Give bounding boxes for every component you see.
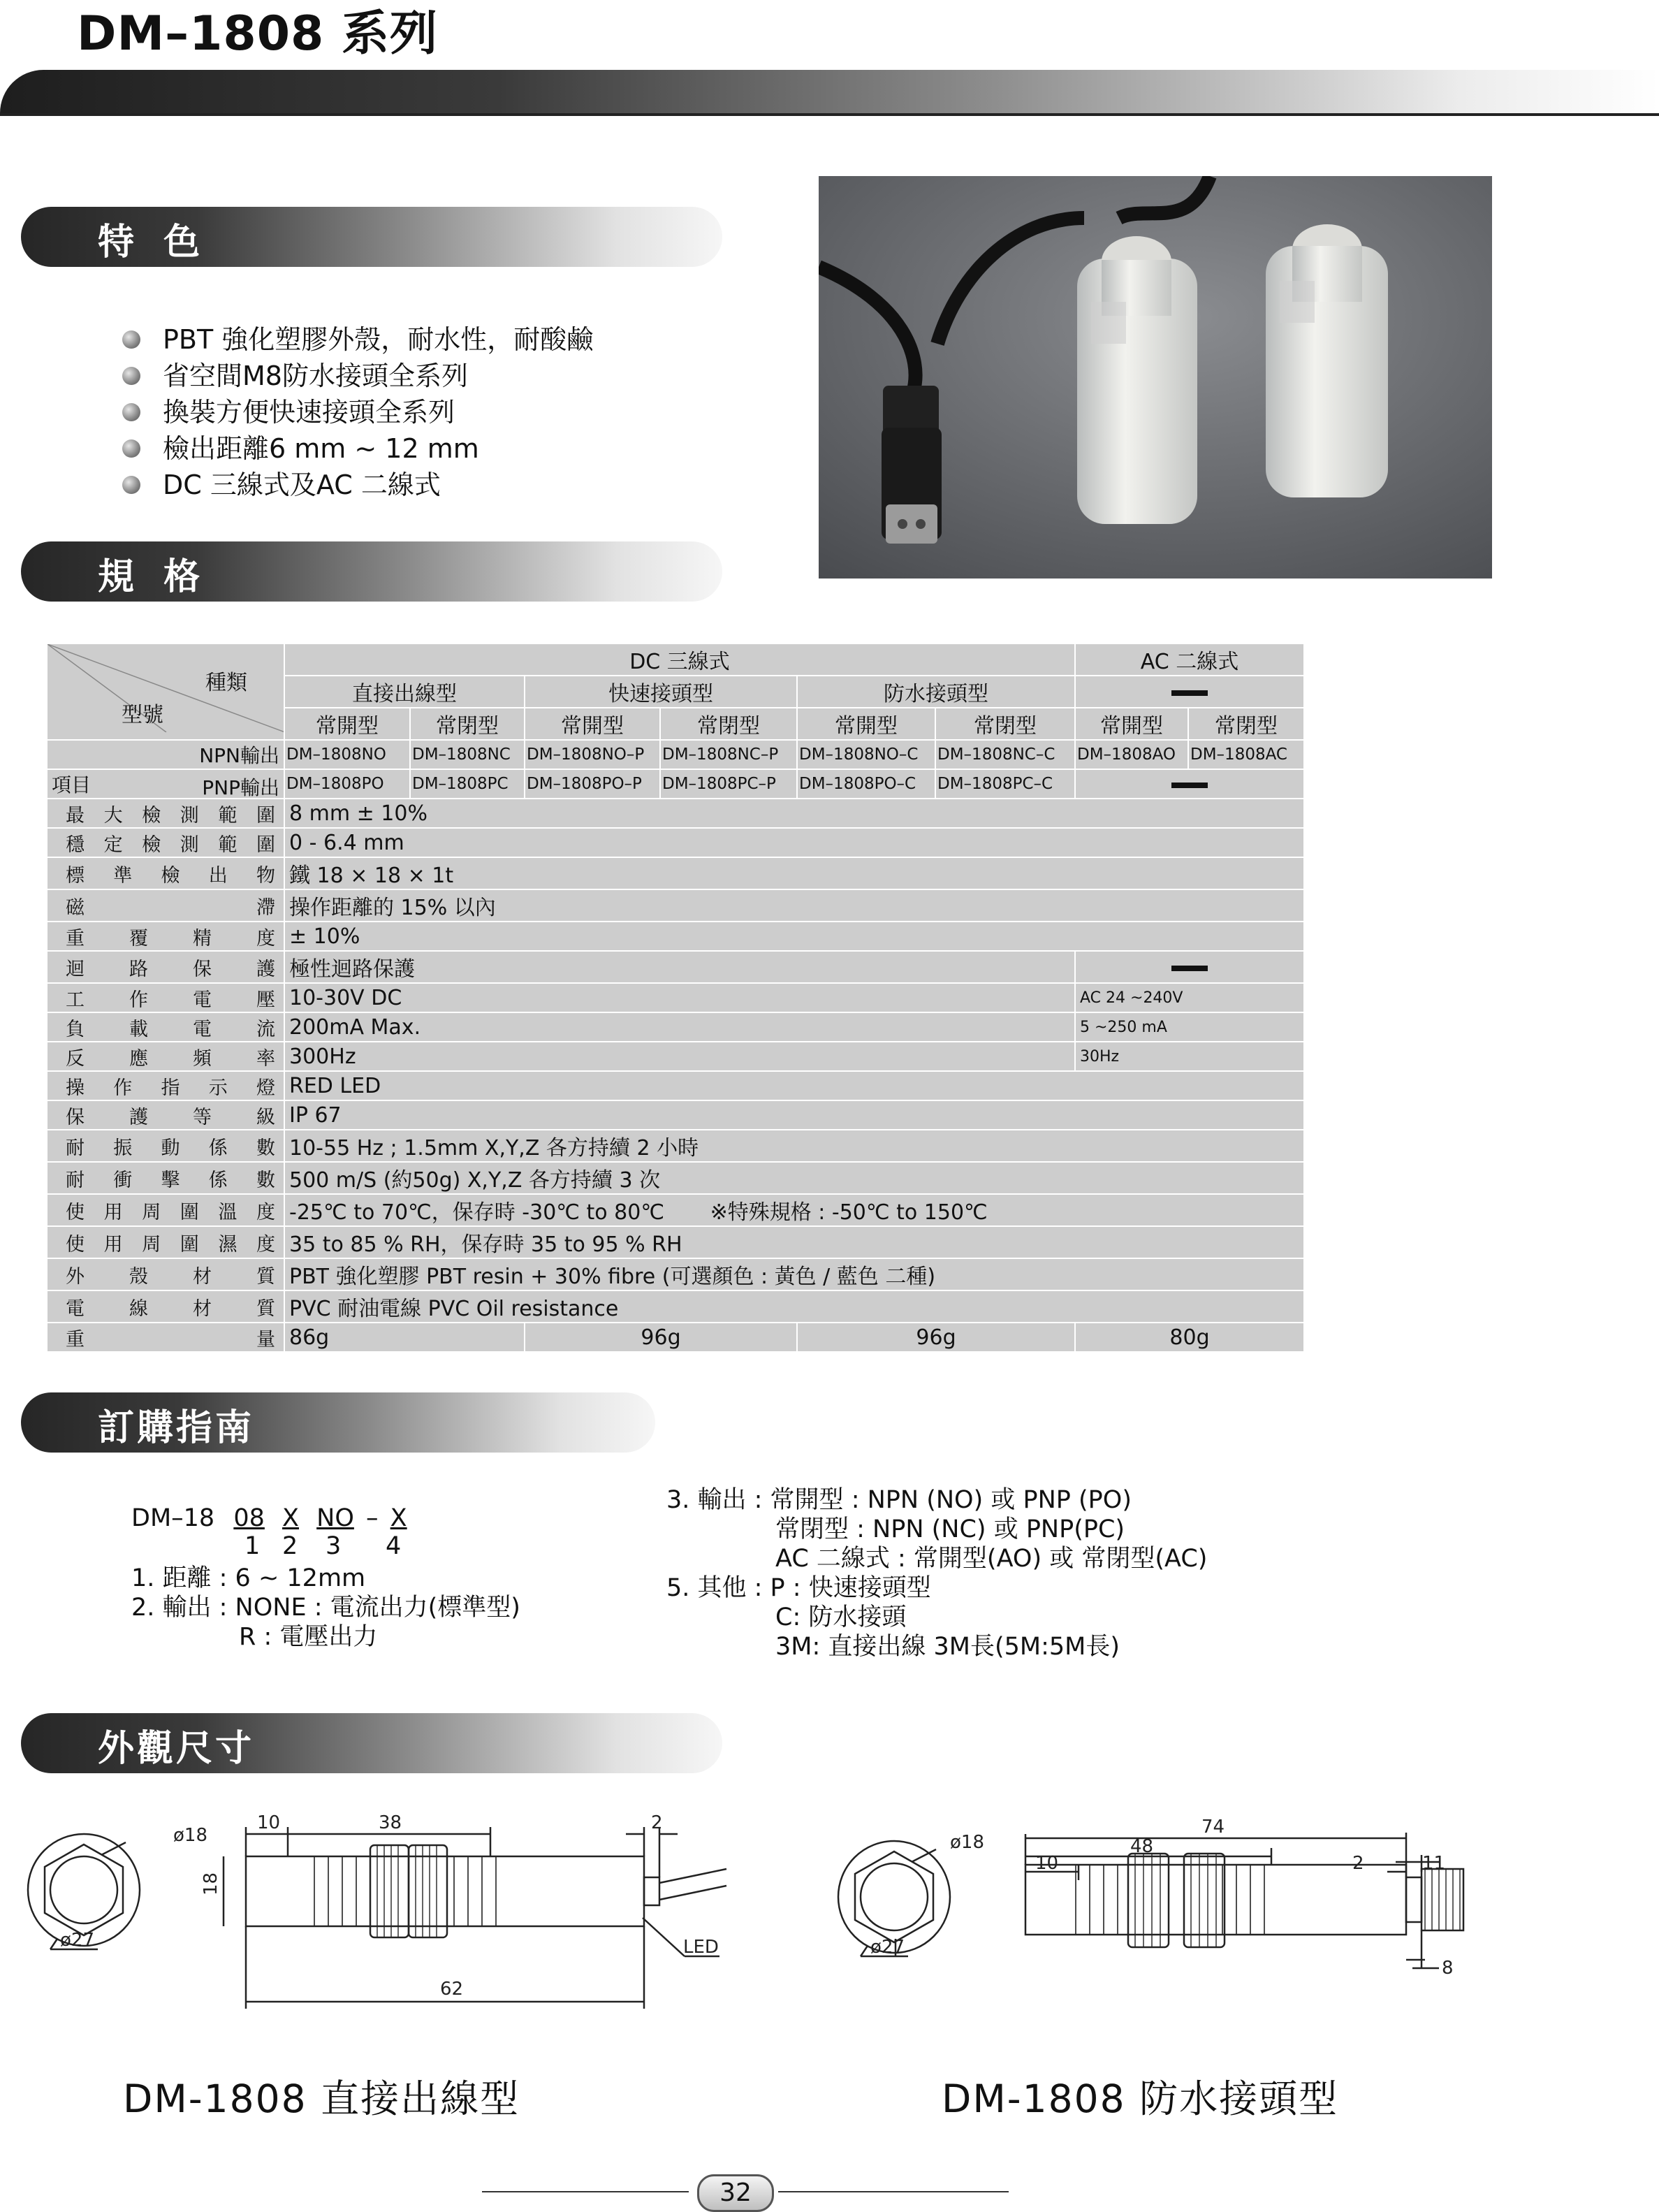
corner-model-label: 型號 [122, 703, 163, 727]
table-row [47, 1100, 1304, 1130]
section-header-dimensions [21, 1713, 722, 1773]
row-value: RED LED [284, 1071, 1304, 1100]
section-header-spec [21, 541, 722, 602]
feature-item [122, 467, 593, 503]
bullet-icon [122, 367, 140, 385]
type-cell: 常閉型 [660, 708, 797, 740]
code-part: X [282, 1504, 299, 1532]
feature-text: 換裝方便快速接頭全系列 [163, 397, 455, 428]
dim-18: 18 [200, 1872, 221, 1896]
section-title: 外觀尺寸 [98, 1728, 255, 1770]
dash-mark [1171, 690, 1208, 696]
table-row [47, 828, 1304, 857]
pnp-label: PNP輸出 [202, 776, 279, 799]
code-part: NO [316, 1504, 354, 1532]
bullet-icon [122, 439, 140, 458]
row-label: 負載電流 [47, 1012, 284, 1042]
code-part: 08 [233, 1504, 265, 1532]
row-value: 極性迴路保護 [284, 951, 1075, 983]
dim-10: 10 [257, 1812, 281, 1833]
weight-value: 96g [797, 1323, 1075, 1352]
row-label: 耐衝擊係數 [47, 1162, 284, 1194]
section-title: 規 格 [98, 556, 209, 598]
ac-dash [1075, 676, 1304, 708]
row-value: 35 to 85 % RH，保存時 35 to 95 % RH [284, 1226, 1304, 1258]
dim-diameter-27: ø27 [870, 1937, 905, 1958]
dim-8: 8 [1442, 1958, 1454, 1979]
code-part: X [390, 1504, 407, 1532]
table-row [47, 922, 1304, 951]
type-cell: 常開型 [1075, 708, 1188, 740]
feature-text: 省空間M8防水接頭全系列 [163, 361, 468, 391]
dim-10: 10 [1035, 1853, 1059, 1874]
feature-text: PBT 強化塑膠外殼，耐水性，耐酸鹼 [163, 324, 594, 355]
drawing-caption-waterproof: DM-1808 防水接頭型 [942, 2076, 1339, 2121]
row-value: 8 mm ± 10% [284, 799, 1304, 828]
order-right-line: 3M: 直接出線 3M長(5M:5M長) [775, 1633, 1120, 1661]
footer-rule-left [482, 2191, 689, 2192]
row-label: 重覆精度 [47, 922, 284, 951]
drawing-caption-direct: DM-1808 直接出線型 [123, 2076, 520, 2121]
bullet-icon [122, 476, 140, 494]
item-label: 項目 [52, 773, 92, 796]
table-row [47, 799, 1304, 828]
row-label: 標準檢出物 [47, 857, 284, 889]
row-note: ※特殊規格 : -50℃ to 150℃ [710, 1200, 988, 1225]
row-label: 使用周圍濕度 [47, 1226, 284, 1258]
model-cell: DM–1808PC–C [935, 769, 1075, 799]
page-title: DM–1808 系列 [77, 6, 439, 61]
row-value-with-note [284, 1194, 1304, 1226]
row-value: PVC 耐油電線 PVC Oil resistance [284, 1290, 1304, 1323]
table-row [47, 1042, 1304, 1071]
group-dc: DC 三線式 [284, 643, 1075, 676]
dim-diameter-18: ø18 [950, 1832, 984, 1853]
dim-diameter-27: ø27 [60, 1930, 94, 1951]
code-separator: – [366, 1504, 379, 1532]
bullet-icon [122, 330, 140, 349]
section-header-features [21, 207, 722, 267]
row-label: 穩定檢測範圍 [47, 828, 284, 857]
table-row [47, 951, 1304, 983]
table-pnp-row [47, 769, 1304, 799]
row-label: 磁滯 [47, 889, 284, 922]
table-row [47, 1012, 1304, 1042]
order-left-line: 2. 輸出 : NONE : 電流出力(標準型) [131, 1594, 520, 1622]
table-header-row [47, 643, 1304, 676]
subgroup-water: 防水接頭型 [797, 676, 1075, 708]
table-row [47, 1130, 1304, 1162]
weight-value: 86g [284, 1323, 525, 1352]
led-label: LED [683, 1937, 719, 1958]
code-num: 3 [326, 1532, 342, 1560]
row-ac-value: AC 24 ~240V [1075, 983, 1304, 1012]
table-corner [47, 643, 284, 740]
header-bar [0, 70, 1659, 116]
ac-dash [1075, 951, 1304, 983]
order-right-line: 常閉型 : NPN (NC) 或 PNP(PC) [775, 1515, 1125, 1543]
footer-rule-right [778, 2191, 1009, 2192]
model-cell: DM–1808PO–P [525, 769, 660, 799]
row-value: 鐵 18 × 18 × 1t [284, 857, 1304, 889]
dimension-drawing-waterproof [810, 1813, 1509, 2037]
model-cell: DM–1808NC–P [660, 740, 797, 769]
type-cell: 常開型 [797, 708, 935, 740]
dim-2: 2 [651, 1812, 663, 1833]
header-rule [0, 113, 1659, 116]
row-label: 電線材質 [47, 1290, 284, 1323]
model-cell: DM–1808NC [410, 740, 525, 769]
dash-mark [1171, 783, 1208, 788]
page-number: 32 [697, 2174, 774, 2212]
order-right-line: C: 防水接頭 [775, 1603, 907, 1631]
model-cell: DM–1808AC [1188, 740, 1304, 769]
row-value: 10-30V DC [284, 983, 1075, 1012]
order-right-line: 5. 其他 : P : 快速接頭型 [666, 1574, 931, 1602]
model-cell: DM–1808AO [1075, 740, 1188, 769]
dim-2: 2 [1352, 1853, 1364, 1874]
row-label: 外殼材質 [47, 1258, 284, 1290]
row-value: 200mA Max. [284, 1012, 1075, 1042]
code-num: 1 [244, 1532, 261, 1560]
section-header-order [21, 1392, 655, 1453]
row-label: 使用周圍溫度 [47, 1194, 284, 1226]
feature-list [122, 321, 593, 503]
weight-value: 96g [525, 1323, 797, 1352]
order-left-line: 1. 距離 : 6 ~ 12mm [131, 1564, 366, 1592]
type-cell: 常開型 [525, 708, 660, 740]
row-label: 最大檢測範圍 [47, 799, 284, 828]
row-value: 10-55 Hz ; 1.5mm X,Y,Z 各方持續 2 小時 [284, 1130, 1304, 1162]
table-row [47, 857, 1304, 889]
table-row [47, 1071, 1304, 1100]
subgroup-direct: 直接出線型 [284, 676, 525, 708]
table-npn-row [47, 740, 1304, 769]
dim-11: 11 [1422, 1853, 1446, 1874]
order-code [131, 1504, 407, 1533]
type-cell: 常閉型 [935, 708, 1075, 740]
code-num: 2 [282, 1532, 298, 1560]
row-value: PBT 強化塑膠 PBT resin + 30% fibre (可選顏色 : 黃色 / 藍色 二種) [284, 1258, 1304, 1290]
group-ac: AC 二線式 [1075, 643, 1304, 676]
row-label: 迴路保護 [47, 951, 284, 983]
row-ac-value: 5 ~250 mA [1075, 1012, 1304, 1042]
model-cell: DM–1808PC–P [660, 769, 797, 799]
type-cell: 常開型 [284, 708, 410, 740]
table-weight-row [47, 1323, 1304, 1352]
corner-diagonal [47, 644, 284, 732]
table-row [47, 1226, 1304, 1258]
dim-diameter-18: ø18 [173, 1825, 207, 1846]
table-row [47, 1162, 1304, 1194]
npn-label: NPN輸出 [47, 740, 284, 769]
order-left-line: R : 電壓出力 [239, 1623, 378, 1651]
table-row [47, 1290, 1304, 1323]
row-value: 300Hz [284, 1042, 1075, 1071]
model-cell: DM–1808NO–C [797, 740, 935, 769]
model-cell: DM–1808NC–C [935, 740, 1075, 769]
model-cell: DM–1808PO–C [797, 769, 935, 799]
order-right-line: AC 二線式 : 常開型(AO) 或 常閉型(AC) [775, 1545, 1208, 1573]
row-label: 反應頻率 [47, 1042, 284, 1071]
section-title: 訂購指南 [98, 1407, 255, 1449]
row-value: IP 67 [284, 1100, 1304, 1130]
type-cell: 常閉型 [410, 708, 525, 740]
table-row [47, 889, 1304, 922]
dim-74: 74 [1201, 1817, 1225, 1838]
type-cell: 常閉型 [1188, 708, 1304, 740]
model-cell: DM–1808NO–P [525, 740, 660, 769]
weight-value: 80g [1075, 1323, 1304, 1352]
table-row [47, 983, 1304, 1012]
feature-text: DC 三線式及AC 二線式 [163, 470, 441, 500]
dim-38: 38 [379, 1812, 402, 1833]
dim-62: 62 [440, 1979, 464, 2000]
pnp-label-cell [47, 769, 284, 799]
row-label: 操作指示燈 [47, 1071, 284, 1100]
row-ac-value: 30Hz [1075, 1042, 1304, 1071]
feature-item [122, 394, 593, 430]
dimension-drawing-direct [21, 1806, 733, 2030]
code-num: 4 [386, 1532, 402, 1560]
model-cell: DM–1808NO [284, 740, 410, 769]
bullet-icon [122, 403, 140, 421]
row-label: 重量 [47, 1323, 284, 1352]
feature-text: 檢出距離6 mm ~ 12 mm [163, 433, 479, 464]
row-label: 耐振動係數 [47, 1130, 284, 1162]
feature-item [122, 430, 593, 467]
ac-dash [1075, 769, 1304, 799]
row-value: ± 10% [284, 922, 1304, 951]
subgroup-quick: 快速接頭型 [525, 676, 797, 708]
spec-table [46, 643, 1305, 1353]
feature-item [122, 358, 593, 394]
table-row [47, 1194, 1304, 1226]
row-value: 操作距離的 15% 以內 [284, 889, 1304, 922]
row-value: -25℃ to 70℃，保存時 -30℃ to 80℃ [289, 1200, 665, 1225]
row-value: 500 m/S (約50g) X,Y,Z 各方持續 3 次 [284, 1162, 1304, 1194]
model-cell: DM–1808PC [410, 769, 525, 799]
corner-type-label: 種類 [205, 671, 247, 695]
product-photo [819, 176, 1492, 579]
code-prefix: DM–18 [131, 1504, 215, 1532]
row-value: 0 - 6.4 mm [284, 828, 1304, 857]
feature-item [122, 321, 593, 358]
dim-48: 48 [1130, 1836, 1154, 1857]
model-cell: DM–1808PO [284, 769, 410, 799]
dash-mark [1171, 966, 1208, 971]
section-title: 特 色 [98, 221, 209, 263]
order-right-line: 3. 輸出 : 常開型 : NPN (NO) 或 PNP (PO) [666, 1486, 1132, 1514]
sensor-photo-illustration [819, 176, 1492, 579]
table-row [47, 1258, 1304, 1290]
row-label: 保護等級 [47, 1100, 284, 1130]
row-label: 工作電壓 [47, 983, 284, 1012]
